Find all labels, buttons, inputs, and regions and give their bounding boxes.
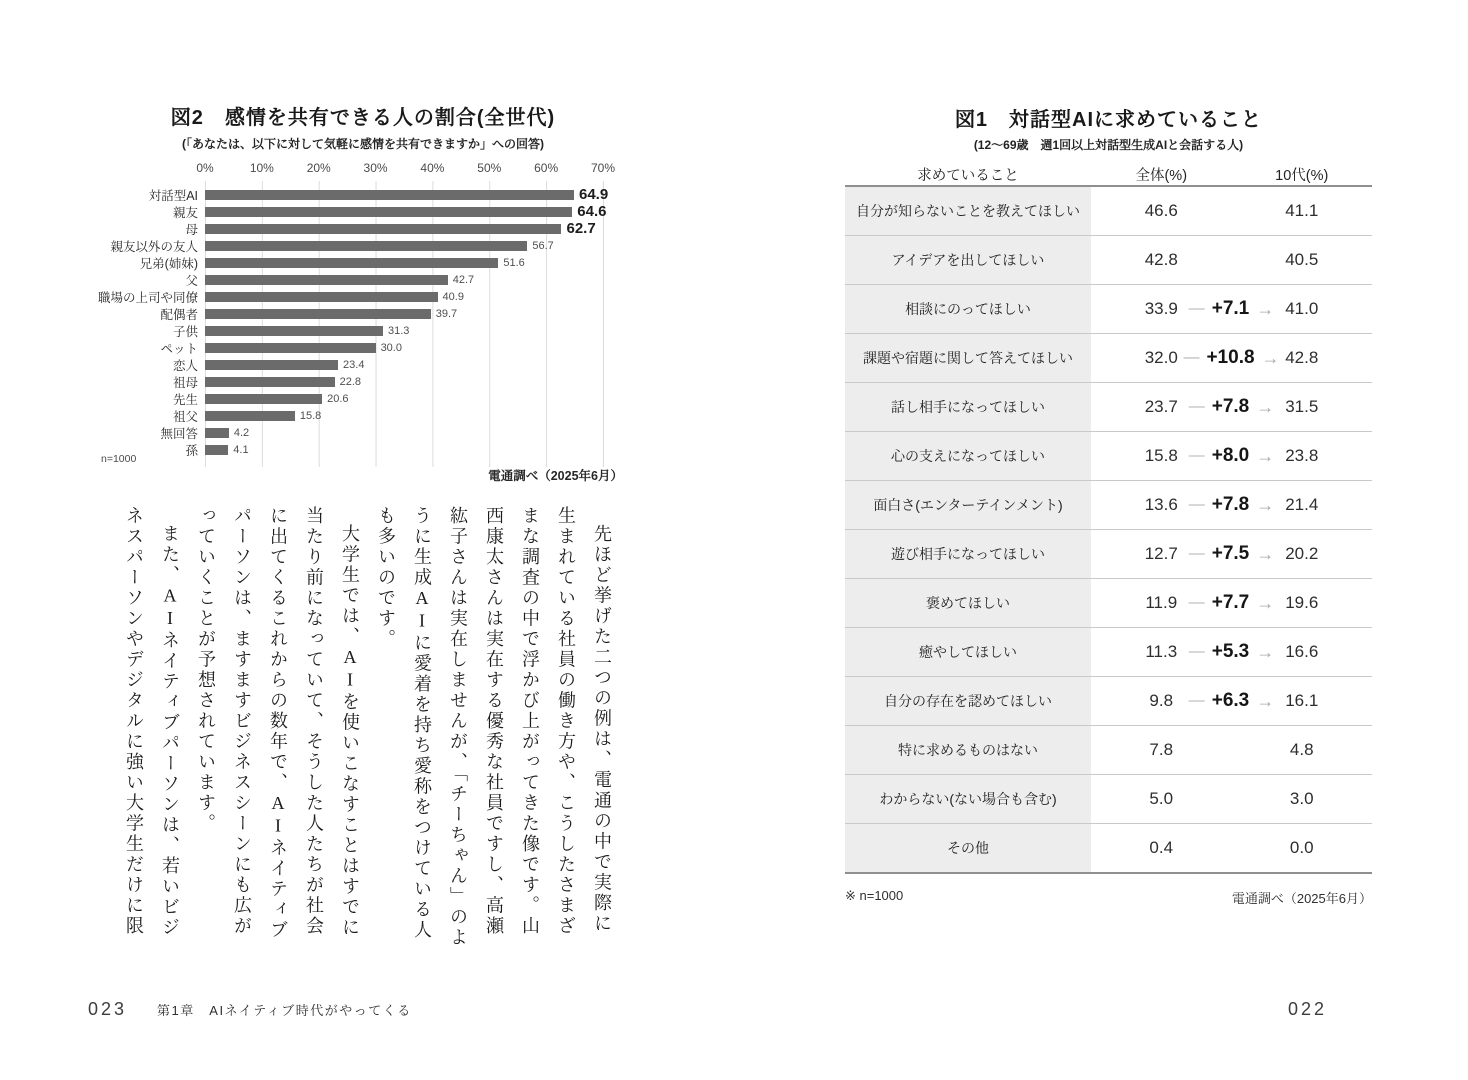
table-row-label: 遊び相手になってほしい [845, 530, 1091, 578]
chart-bar [205, 292, 438, 302]
chapter-title: 第1章 AIネイティブ時代がやってくる [157, 1003, 412, 1018]
x-axis-tick-label: 20% [306, 161, 331, 175]
table-total-value: 7.8 [1149, 740, 1174, 759]
table-row-label: 癒やしてほしい [845, 628, 1091, 676]
dash-glyph: — [1183, 349, 1200, 366]
chart-bar [205, 360, 338, 370]
table-total-value: 46.6 [1144, 201, 1178, 220]
table-delta-annotation [1189, 494, 1275, 516]
table-row [845, 334, 1372, 383]
dash-glyph: — [1188, 692, 1205, 709]
x-axis-tick-label: 30% [363, 161, 388, 175]
x-axis-tick-label: 60% [534, 161, 559, 175]
table-row-values [1091, 775, 1372, 823]
chart-value-label: 56.7 [532, 239, 554, 252]
figure1-footnote: ※ n=1000 [845, 888, 904, 903]
delta-value: +7.5 [1211, 543, 1250, 564]
body-paragraph: 大学生では、AIを使いこなすことはすでに当たり前になっていて、そうした人たちが社会に出てくるこれからの数年で、AIネイティブパーソンは、ますますビジネスシーンにも広がっていくことが予想されています。 [196, 506, 360, 941]
chart-bar-row [139, 254, 603, 271]
chart-bar [205, 224, 561, 234]
chart-value-label: 22.8 [339, 375, 362, 388]
table-total-value: 13.6 [1144, 495, 1178, 514]
table-teens-value: 20.2 [1285, 544, 1319, 563]
table-total-value: 11.3 [1145, 642, 1178, 661]
figure1-source: 電通調べ（2025年6月） [1231, 891, 1372, 906]
chart-bar-row [172, 203, 607, 220]
table-total-value: 9.8 [1149, 691, 1174, 710]
chart-category-label: ペット [160, 341, 198, 356]
table-delta-annotation [1189, 592, 1275, 614]
table-delta-annotation [1189, 445, 1275, 467]
arrow-icon: → [1261, 347, 1280, 368]
chart-value-label: 4.2 [233, 426, 250, 439]
table-total-value: 23.7 [1144, 397, 1178, 416]
figure1-table-header [845, 163, 1372, 185]
delta-value: +7.1 [1211, 298, 1250, 319]
table-row [845, 677, 1372, 726]
table-row [845, 726, 1372, 775]
table-row [845, 628, 1372, 677]
table-row-label: 話し相手になってほしい [845, 383, 1091, 431]
x-axis-tick-label: 0% [196, 161, 214, 175]
arrow-icon: → [1256, 396, 1275, 417]
table-teens-value: 0.0 [1289, 838, 1314, 857]
chart-bar-row [172, 322, 603, 339]
chart-category-label: 祖母 [172, 375, 198, 390]
body-paragraph: 先ほど挙げた二つの例は、電通の中で実際に生まれている社員の働き方や、こうしたさまざまな調査の中で浮かび上がってきた像です。山西康太さんは実在する優秀な社員ですし、高瀬紘子さんは実在しませんが、「チーちゃん」のように生成AIに愛着を持ち愛称をつけている人も多いのです。 [376, 506, 612, 948]
figure1-table-footer [845, 888, 1372, 907]
chart-category-label: 兄弟(姉妹) [139, 256, 198, 271]
table-row-values [1091, 628, 1372, 676]
dash-glyph: — [1188, 545, 1205, 562]
arrow-icon: → [1256, 445, 1275, 466]
chart-value-label: 64.9 [579, 186, 609, 203]
table-total-value: 33.9 [1144, 299, 1178, 318]
table-teens-value: 16.1 [1285, 691, 1319, 710]
table-row-values [1091, 530, 1372, 578]
table-row-label: その他 [845, 824, 1091, 872]
table-row-values [1091, 481, 1372, 529]
figure2-n-label: n=1000 [101, 453, 137, 465]
table-teens-value: 40.5 [1285, 250, 1319, 269]
table-delta-annotation [1189, 690, 1275, 712]
table-teens-value: 4.8 [1289, 740, 1314, 759]
column-header-total: 全体(%) [1135, 167, 1188, 184]
table-row [845, 432, 1372, 481]
delta-value: +6.3 [1211, 690, 1250, 711]
table-row-label: 面白さ(エンターテインメント) [845, 481, 1091, 529]
chart-category-label: 子供 [172, 324, 198, 339]
column-header-item: 求めていること [917, 167, 1019, 184]
chart-bar-row [185, 271, 603, 288]
table-row-values [1091, 285, 1372, 333]
chart-bar-row [160, 424, 603, 441]
chart-bar [205, 411, 295, 421]
arrow-icon: → [1256, 298, 1275, 319]
arrow-icon: → [1256, 641, 1275, 662]
chart-category-label: 祖父 [172, 409, 198, 424]
chart-category-label: 対話型AI [148, 188, 198, 203]
table-row [845, 481, 1372, 530]
right-page-number: 022 [1288, 999, 1328, 1019]
figure2-title: 図2 感情を共有できる人の割合(全世代) [170, 107, 556, 129]
chart-bar [205, 207, 572, 217]
chart-value-label: 51.6 [503, 256, 525, 269]
table-teens-value: 41.1 [1285, 201, 1319, 220]
chart-category-label: 親友以外の友人 [110, 239, 198, 254]
body-text [85, 506, 620, 954]
arrow-icon: → [1256, 543, 1275, 564]
table-row-label: 心の支えになってほしい [845, 432, 1091, 480]
arrow-icon: → [1256, 690, 1275, 711]
delta-value: +7.8 [1211, 494, 1250, 515]
chart-bar [205, 258, 498, 268]
chart-bar-row [160, 305, 603, 322]
chart-value-label: 31.3 [387, 324, 410, 337]
right-page-footer [1288, 999, 1327, 1020]
table-teens-value: 31.5 [1285, 397, 1319, 416]
chart-bar [205, 394, 322, 404]
dash-glyph: — [1188, 643, 1205, 660]
table-delta-annotation [1183, 347, 1279, 369]
chart-value-label: 30.0 [380, 341, 402, 354]
x-axis-tick-label: 70% [590, 161, 616, 175]
chart-bar [205, 343, 376, 353]
table-row-label: 課題や宿題に関して答えてほしい [845, 334, 1091, 382]
table-teens-value: 23.8 [1285, 446, 1319, 465]
chart-bar-row [172, 373, 603, 390]
chart-bar-row [110, 237, 603, 254]
delta-value: +8.0 [1211, 445, 1250, 466]
table-delta-annotation [1189, 641, 1275, 663]
table-row [845, 236, 1372, 285]
x-axis-tick-label: 10% [249, 161, 274, 175]
chart-value-label: 40.9 [442, 290, 464, 303]
table-row [845, 824, 1372, 872]
chart-value-label: 64.6 [577, 203, 607, 220]
table-row-values [1091, 824, 1372, 872]
chart-bar [205, 275, 448, 285]
chart-category-label: 先生 [172, 392, 198, 407]
delta-value: +7.7 [1211, 592, 1250, 613]
table-row-label: アイデアを出してほしい [845, 236, 1091, 284]
table-total-value: 15.8 [1144, 446, 1178, 465]
table-row [845, 579, 1372, 628]
table-row [845, 383, 1372, 432]
table-teens-value: 16.6 [1285, 642, 1319, 661]
table-total-value: 0.4 [1149, 838, 1174, 857]
table-row-values [1091, 726, 1372, 774]
chart-category-label: 恋人 [172, 358, 198, 373]
chart-bar [205, 326, 383, 336]
chart-category-label: 父 [185, 273, 198, 288]
table-teens-value: 3.0 [1289, 789, 1314, 808]
table-total-value: 11.9 [1145, 593, 1178, 612]
chart-bar [205, 241, 527, 251]
left-page-footer [88, 999, 412, 1020]
table-total-value: 5.0 [1149, 789, 1174, 808]
chart-bar-row [160, 339, 603, 356]
arrow-icon: → [1256, 494, 1275, 515]
figure1-table-body [845, 185, 1372, 874]
table-row-label: 特に求めるものはない [845, 726, 1091, 774]
chart-bar-row [148, 186, 609, 203]
figure2-subtitle: (「あなたは、以下に対して気軽に感情を共有できますか」への回答) [182, 137, 544, 151]
chart-value-label: 62.7 [566, 220, 596, 237]
dash-glyph: — [1188, 398, 1205, 415]
table-delta-annotation [1189, 396, 1275, 418]
table-row-label: 自分が知らないことを教えてほしい [845, 187, 1091, 235]
chart-value-label: 4.1 [233, 443, 249, 456]
dash-glyph: — [1188, 496, 1205, 513]
table-total-value: 12.7 [1144, 544, 1178, 563]
column-header-teens: 10代(%) [1275, 167, 1329, 184]
chart-category-label: 配偶者 [160, 307, 198, 322]
chart-bar-row [172, 390, 603, 407]
table-total-value: 42.8 [1144, 250, 1178, 269]
table-row-label: 相談にのってほしい [845, 285, 1091, 333]
chart-bar-row [185, 441, 603, 458]
arrow-icon: → [1256, 592, 1275, 613]
table-row-label: 自分の存在を認めてほしい [845, 677, 1091, 725]
table-row-values [1091, 579, 1372, 627]
table-teens-value: 42.8 [1285, 348, 1319, 367]
figure1-title: 図1 対話型AIに求めていること [954, 109, 1263, 131]
chart-category-label: 職場の上司や同僚 [97, 290, 198, 305]
chart-bar-row [172, 407, 603, 424]
delta-value: +10.8 [1206, 347, 1255, 368]
chart-bar-row [97, 288, 603, 305]
delta-value: +7.8 [1211, 396, 1250, 417]
table-delta-annotation [1189, 543, 1275, 565]
table-row-values [1091, 187, 1372, 235]
table-row-values [1091, 383, 1372, 431]
chart-category-label: 無回答 [160, 426, 198, 441]
left-page-number: 023 [88, 999, 128, 1019]
chart-bar [205, 428, 229, 438]
figure2-x-axis [196, 161, 616, 181]
table-delta-annotation [1189, 298, 1275, 320]
table-total-value: 32.0 [1144, 348, 1178, 367]
table-row-label: わからない(ない場合も含む) [845, 775, 1091, 823]
table-row [845, 285, 1372, 334]
table-row-label: 褒めてほしい [845, 579, 1091, 627]
chart-category-label: 母 [185, 222, 198, 237]
chart-value-label: 39.7 [435, 307, 458, 320]
chart-bar-row [185, 220, 603, 237]
table-row [845, 775, 1372, 824]
table-row-values [1091, 236, 1372, 284]
x-axis-tick-label: 50% [477, 161, 502, 175]
table-row-values [1091, 334, 1372, 382]
x-axis-tick-label: 40% [420, 161, 445, 175]
table-teens-value: 41.0 [1285, 299, 1319, 318]
table-row-values [1091, 432, 1372, 480]
table-row [845, 187, 1372, 236]
figure2-source: 電通調べ（2025年6月） [488, 469, 623, 483]
chart-bar-row [172, 356, 603, 373]
dash-glyph: — [1188, 594, 1205, 611]
chart-bar [205, 377, 335, 387]
chart-value-label: 42.7 [452, 273, 475, 286]
body-paragraph: また、AIネイティブパーソンは、若いビジネスパーソンやデジタルに強い大学生だけに限 [124, 506, 180, 938]
table-row [845, 530, 1372, 579]
chart-value-label: 23.4 [343, 358, 365, 371]
dash-glyph: — [1188, 300, 1205, 317]
chart-bar [205, 190, 574, 200]
chart-bar [205, 445, 228, 455]
dash-glyph: — [1188, 447, 1205, 464]
table-row-values [1091, 677, 1372, 725]
figure2-chart [85, 106, 641, 483]
chart-bar [205, 309, 431, 319]
figure1-table [845, 108, 1372, 907]
table-teens-value: 19.6 [1285, 593, 1319, 612]
chart-value-label: 15.8 [299, 409, 322, 422]
chart-category-label: 孫 [185, 443, 198, 458]
chart-category-label: 親友 [172, 205, 198, 220]
chart-value-label: 20.6 [327, 392, 349, 405]
delta-value: +5.3 [1211, 641, 1250, 662]
figure1-subtitle: (12〜69歳 週1回以上対話型生成AIと会話する人) [973, 138, 1244, 152]
table-teens-value: 21.4 [1285, 495, 1319, 514]
